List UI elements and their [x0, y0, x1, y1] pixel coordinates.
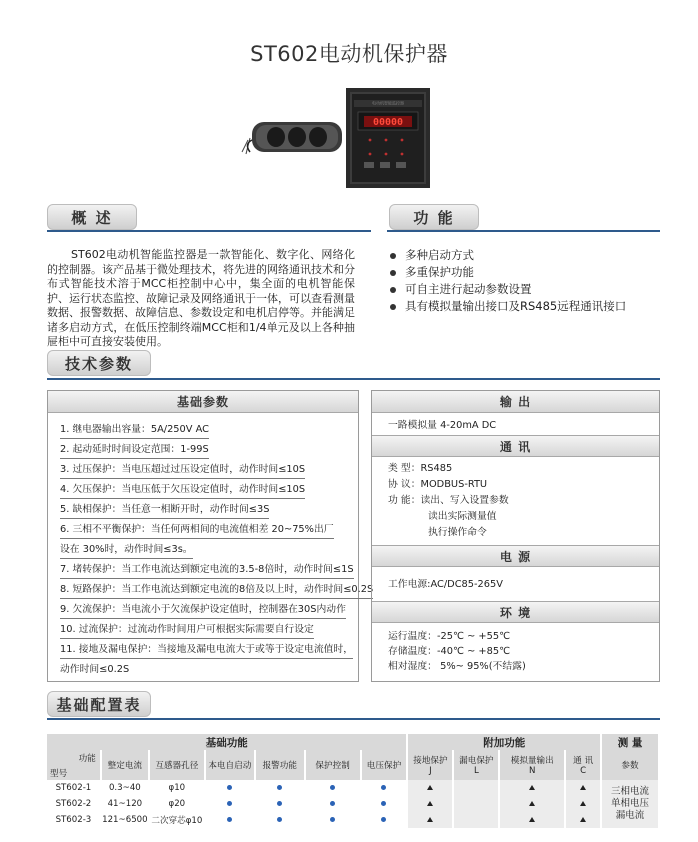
power-text: 工作电源:AC/DC85-265V	[388, 579, 503, 590]
included-mark	[227, 785, 232, 790]
comm-function: 读出实际测量值	[428, 511, 497, 522]
config-heading: 基础配置表	[47, 691, 151, 717]
comm-header: 通 讯	[372, 435, 659, 457]
optional-mark	[427, 785, 433, 790]
functions-rule	[387, 230, 660, 232]
included-mark	[330, 785, 335, 790]
tech-params-heading: 技术参数	[47, 350, 151, 376]
col-header: 接地保护 J	[407, 750, 453, 780]
current-transformer	[242, 122, 342, 154]
env-row: 相对湿度： 5%~ 95%(不结露)	[388, 661, 526, 672]
group-measure: 测 量	[601, 734, 659, 750]
current-cell: 0.3~40	[101, 780, 149, 796]
included-mark	[277, 817, 282, 822]
param-row: 9. 欠流保护：当电流小于欠流保护设定值时，控制器在30S内动作	[60, 601, 346, 619]
power-header: 电 源	[372, 545, 659, 567]
optional-mark	[580, 785, 586, 790]
col-header: 整定电流	[101, 750, 149, 780]
col-header: 参数	[601, 750, 659, 780]
function-item: 可自主进行起动参数设置	[390, 281, 680, 298]
overview-text: ST602电动机智能监控器是一款智能化、数字化、网络化的控制器。该产品基于微处理技术，将先进的网络通讯技术和分布式智能技术溶于MCC柜控制中心中，集全面的电机智能保护、运行状态监控、故障记录及网络通讯于一体，可以查看测量数据、报警数据、故障信息、参数设定和电机启停等。并能满足诸多启动方式，在低压控制终端MCC柜和1/4单元及以上各种抽屉柜中可直接安装使用。	[47, 248, 355, 348]
panel-label: 电动机智能监控器	[372, 100, 404, 106]
corner-top: 功能	[78, 754, 96, 764]
env-row: 存储温度：-40℃ ~ +85℃	[388, 646, 511, 657]
col-header: 报警功能	[255, 750, 305, 780]
overview-heading: 概 述	[47, 204, 137, 230]
hole-cell: 二次穿芯φ10	[149, 812, 205, 828]
col-header: 本电自启动	[205, 750, 255, 780]
comm-function: 执行操作命令	[428, 527, 487, 538]
included-mark	[227, 817, 232, 822]
basic-params-header: 基础参数	[48, 391, 358, 413]
param-row: 7. 堵转保护：当工作电流达到额定电流的3.5-8倍时，动作时间≤1S	[60, 561, 354, 579]
optional-mark	[529, 785, 535, 790]
hole-cell: φ10	[149, 780, 205, 796]
optional-mark	[529, 817, 535, 822]
included-mark	[277, 785, 282, 790]
bullet-icon	[390, 287, 396, 293]
col-header: 电压保护	[361, 750, 408, 780]
included-mark	[381, 785, 386, 790]
optional-mark	[580, 817, 586, 822]
bullet-icon	[390, 253, 396, 259]
model-cell: ST602-2	[47, 796, 101, 812]
function-item: 具有模拟量输出接口及RS485远程通讯接口	[390, 298, 680, 315]
included-mark	[330, 817, 335, 822]
col-header: 模拟量输出 N	[499, 750, 565, 780]
group-basic: 基础功能	[47, 734, 407, 750]
bullet-icon	[390, 270, 396, 276]
param-row: 8. 短路保护：当工作电流达到额定电流的8倍及以上时，动作时间≤0.2S	[60, 581, 373, 599]
optional-mark	[427, 817, 433, 822]
param-row: 6. 三相不平衡保护：当任何两相间的电流值相差 20~75%出厂	[60, 521, 334, 539]
included-mark	[381, 801, 386, 806]
model-cell: ST602-1	[47, 780, 101, 796]
comm-function: 功 能：读出、写入设置参数	[388, 495, 509, 506]
current-cell: 41~120	[101, 796, 149, 812]
comm-type: 类 型：RS485	[388, 463, 453, 474]
current-cell: 121~6500	[101, 812, 149, 828]
corner-bottom: 型号	[50, 769, 68, 779]
col-header: 互感器孔径	[149, 750, 205, 780]
environment-header: 环 境	[372, 601, 659, 623]
param-row: 11. 接地及漏电保护：当接地及漏电电流大于或等于设定电流值时，	[60, 641, 353, 659]
param-row: 动作时间≤0.2S	[60, 664, 130, 675]
tech-params-rule	[47, 378, 660, 380]
param-row: 10. 过流保护：过流动作时间用户可根据实际需要自行设定	[60, 621, 314, 639]
function-item: 多种启动方式	[390, 247, 680, 264]
param-row: 设在 30%时，动作时间≤3s。	[60, 541, 193, 559]
table-row	[47, 796, 659, 812]
right-params-box	[371, 390, 660, 682]
page-title: ST602电动机保护器	[250, 42, 448, 66]
included-mark	[227, 801, 232, 806]
included-mark	[381, 817, 386, 822]
model-cell: ST602-3	[47, 812, 101, 828]
basic-params-box	[47, 390, 374, 682]
env-row: 运行温度：-25℃ ~ +55℃	[388, 631, 511, 642]
bullet-icon	[390, 304, 396, 310]
hole-cell: φ20	[149, 796, 205, 812]
optional-mark	[580, 801, 586, 806]
config-rule	[47, 718, 660, 720]
table-row	[47, 780, 659, 796]
measure-params: 三相电流 单相电压 漏电流	[601, 780, 659, 828]
product-image	[240, 82, 440, 192]
function-item: 多重保护功能	[390, 264, 680, 281]
output-text: 一路模拟量 4-20mA DC	[388, 420, 497, 431]
param-row: 3. 过压保护：当电压超过过压设定值时，动作时间≤10S	[60, 461, 305, 479]
col-header: 保护控制	[305, 750, 361, 780]
table-header-row	[47, 750, 659, 780]
param-row: 4. 欠压保护：当电压低于欠压设定值时，动作时间≤10S	[60, 481, 305, 499]
corner-cell	[47, 750, 101, 780]
functions-heading: 功 能	[389, 204, 479, 230]
output-header: 输 出	[372, 391, 659, 413]
table-row	[47, 812, 659, 828]
table-group-row	[47, 734, 659, 750]
col-header: 漏电保护 L	[453, 750, 499, 780]
function-list	[390, 247, 680, 315]
config-table	[47, 734, 660, 828]
group-extra: 附加功能	[407, 734, 601, 750]
included-mark	[277, 801, 282, 806]
optional-mark	[529, 801, 535, 806]
param-row: 1. 继电器输出容量：5A/250V AC	[60, 421, 209, 439]
param-row: 5. 缺相保护：当任意一相断开时，动作时间≤3S	[60, 501, 269, 519]
comm-protocol: 协 议：MODBUS-RTU	[388, 479, 488, 490]
param-row: 2. 起动延时时间设定范围：1-99S	[60, 441, 209, 459]
col-header: 通 讯 C	[565, 750, 601, 780]
display-digits: 00000	[372, 117, 404, 128]
included-mark	[330, 801, 335, 806]
overview-rule	[47, 230, 371, 232]
optional-mark	[427, 801, 433, 806]
